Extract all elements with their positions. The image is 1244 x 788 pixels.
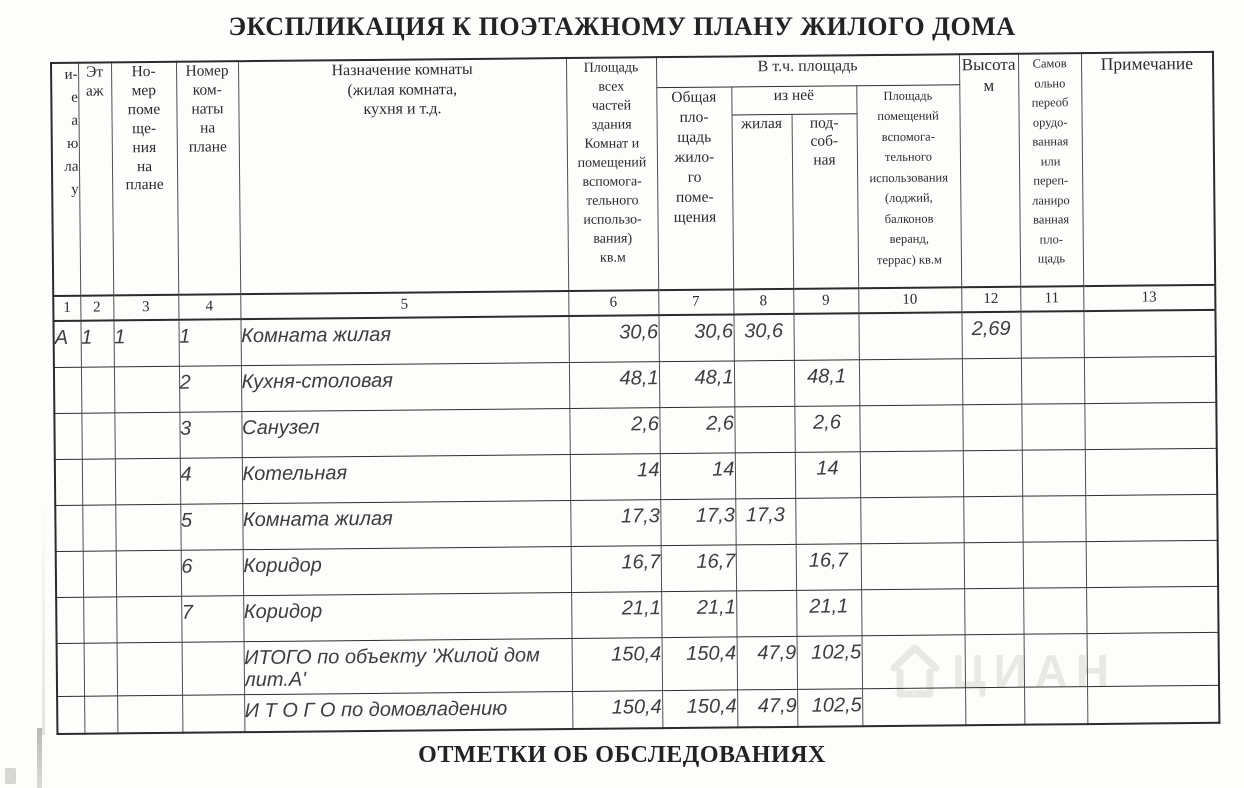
cell-floor	[82, 504, 115, 550]
cell-area-auxiliary	[860, 450, 963, 497]
cell-note	[1085, 448, 1217, 495]
column-number: 2	[80, 295, 113, 320]
cell-unauthorized	[1023, 587, 1086, 634]
header-col-living-total-area: Общая пло- щадь жило- го поме- щения	[656, 86, 733, 290]
cell-note	[1086, 540, 1218, 587]
column-number: 8	[733, 289, 793, 315]
cell-height	[964, 588, 1023, 635]
header-col-auxiliary-area: Площадь помещений вспомога- тельного использования (лоджий, балконов веранд, террас) кв.м	[856, 84, 961, 288]
cell-room-name: Комната жилая	[242, 500, 570, 549]
explication-table	[50, 51, 1220, 735]
footer-title: ОТМЕТКИ ОБ ОБСЛЕДОВАНИЯХ	[418, 742, 826, 768]
cell-room-name: Коридор	[243, 546, 571, 595]
cell-area-total: 17,3	[570, 499, 660, 546]
column-number: 6	[568, 290, 658, 316]
cell-area-utility: 21,1	[796, 589, 861, 636]
cell-height	[963, 450, 1022, 497]
cell-floor	[84, 642, 118, 695]
cell-area-utility	[793, 313, 858, 360]
header-group-of-it: из неё	[731, 85, 856, 114]
column-number: 5	[240, 291, 568, 319]
cell-area-auxiliary	[861, 588, 964, 635]
cell-area-utility: 2,6	[794, 405, 859, 452]
cell-premise-no	[114, 412, 179, 459]
cell-area-auxiliary	[859, 404, 962, 451]
header-col-living: жилая	[732, 114, 794, 290]
cell-premise-no	[115, 504, 180, 551]
cell-unauthorized	[1020, 311, 1083, 358]
cell-area-living-total: 150,4	[662, 689, 737, 728]
cell-litera: А	[53, 321, 80, 367]
cell-room-no	[182, 641, 245, 695]
cell-unauthorized	[1022, 495, 1085, 542]
cell-room-name: Санузел	[241, 408, 569, 457]
cell-area-utility	[795, 497, 860, 544]
cell-premise-no	[115, 458, 180, 505]
header-group-incl-area: В т.ч. площадь	[656, 54, 959, 87]
cell-area-living-total: 17,3	[660, 498, 735, 545]
cell-height	[964, 542, 1023, 589]
cell-litera	[56, 597, 83, 643]
header-col-total-area-all-parts: Площадь всех частей здания Комнат и помещений вспомога- тельного использо- вания) кв.м	[566, 57, 658, 291]
cell-premise-no	[116, 550, 181, 597]
cell-premise-no	[114, 366, 179, 413]
cell-unauthorized	[1023, 541, 1086, 588]
cell-premise-no	[116, 596, 181, 643]
cell-litera	[55, 505, 82, 551]
header-col-floor: Эт аж	[78, 62, 113, 295]
header-col-room-purpose: Назначение комнаты (жилая комната, кухня и т.д.	[238, 58, 568, 294]
cell-room-no: 1	[178, 319, 240, 366]
cell-area-total: 150,4	[572, 637, 663, 691]
cell-height	[965, 634, 1025, 688]
cell-area-total: 21,1	[571, 591, 661, 638]
cell-area-living-total: 30,6	[658, 314, 733, 361]
column-number: 7	[658, 289, 733, 315]
cell-area-total: 2,6	[569, 407, 659, 454]
watermark-label: ЦИАН	[952, 645, 1118, 697]
cell-height	[965, 687, 1024, 726]
column-number: 3	[113, 295, 178, 321]
cell-floor	[81, 412, 114, 458]
column-number: 12	[961, 287, 1020, 313]
header-col-unauthorized-area: Самов ольно переоб орудо- ванная или переп- ланиро ванная пло- щадь	[1018, 53, 1083, 287]
cell-litera	[55, 459, 82, 505]
cell-area-living: 47,9	[737, 689, 797, 728]
header-col-utility: под- соб- ная	[792, 113, 859, 289]
column-number: 1	[53, 296, 80, 321]
cell-area-living-total: 14	[660, 452, 735, 499]
cell-room-no	[182, 694, 244, 733]
header-col-height: Высота м	[959, 54, 1020, 288]
table-body	[53, 310, 1219, 734]
header-col-building-clipped: и- е а ю ла у	[51, 63, 80, 296]
cell-area-living: 30,6	[733, 314, 793, 361]
header-col-note: Примечание	[1081, 52, 1215, 286]
cell-area-utility: 102,5	[797, 688, 862, 727]
scan-smudge-artifact	[5, 768, 16, 784]
cell-height	[963, 496, 1022, 543]
cell-litera	[56, 551, 83, 597]
column-number: 4	[178, 294, 240, 320]
cell-premise-no: 1	[113, 320, 178, 367]
cell-note	[1085, 494, 1217, 541]
cell-premise-no	[117, 695, 182, 734]
cell-note	[1087, 632, 1220, 686]
column-number: 11	[1020, 286, 1083, 312]
cell-floor	[83, 596, 116, 642]
cell-area-auxiliary	[862, 634, 966, 688]
cell-area-living: 47,9	[737, 636, 798, 690]
cell-floor	[82, 458, 115, 504]
cell-area-auxiliary	[860, 496, 963, 543]
cell-floor: 1	[80, 320, 113, 366]
cell-area-living-total: 21,1	[661, 590, 736, 637]
cell-area-auxiliary	[859, 358, 962, 405]
table-header	[51, 52, 1215, 296]
cell-area-living	[736, 544, 796, 591]
cell-unauthorized	[1021, 403, 1084, 450]
cell-area-auxiliary	[861, 542, 964, 589]
column-number: 10	[858, 287, 961, 313]
cell-unauthorized	[1021, 357, 1084, 404]
cell-area-utility: 16,7	[796, 543, 861, 590]
cell-premise-no	[117, 642, 183, 696]
cell-area-living-total: 150,4	[662, 636, 738, 690]
cell-floor	[83, 550, 116, 596]
cell-height	[962, 358, 1021, 405]
cell-area-living-total: 16,7	[661, 544, 736, 591]
cell-note	[1084, 402, 1216, 449]
cell-area-auxiliary	[858, 312, 961, 359]
cell-area-total: 30,6	[568, 315, 658, 362]
cell-area-living-total: 2,6	[659, 406, 734, 453]
cell-room-no: 6	[181, 549, 243, 596]
cell-room-name: Котельная	[242, 454, 570, 503]
cell-unauthorized	[1022, 449, 1085, 496]
cell-height: 2,69	[961, 312, 1020, 359]
cell-room-name: Коридор	[243, 592, 571, 641]
cell-room-name: Комната жилая	[240, 316, 568, 365]
cell-area-living	[736, 590, 796, 637]
cell-total-label: И Т О Г О по домовладению	[244, 691, 572, 732]
cell-room-no: 7	[181, 595, 243, 642]
cell-note	[1087, 685, 1219, 724]
cell-unauthorized	[1024, 633, 1088, 687]
cell-area-living	[734, 360, 794, 407]
explication-table-sheet	[50, 51, 1220, 735]
cell-litera	[57, 696, 84, 734]
cell-note	[1083, 310, 1215, 357]
cell-total-label: ИТОГО по объекту 'Жилой дом лит.А'	[244, 638, 572, 694]
header-col-premise-number: Но- мер поме ще- ния на плане	[111, 62, 178, 296]
cell-litera	[54, 413, 81, 459]
scan-fold-artifact	[37, 728, 42, 788]
cell-floor	[84, 695, 117, 733]
header-row-group	[51, 52, 1213, 93]
cell-note	[1086, 586, 1218, 633]
cell-room-no: 2	[179, 365, 241, 412]
cell-height	[962, 404, 1021, 451]
column-number: 9	[793, 288, 858, 314]
column-number: 13	[1083, 285, 1215, 311]
cell-room-name: Кухня-столовая	[241, 362, 569, 411]
cell-area-living	[735, 452, 795, 499]
cell-area-living	[734, 406, 794, 453]
cell-area-utility: 102,5	[797, 635, 863, 689]
cell-floor	[81, 366, 114, 412]
header-col-room-number: Номер ком- наты на плане	[176, 61, 240, 295]
cell-area-total: 14	[570, 453, 660, 500]
cell-area-living: 17,3	[735, 498, 795, 545]
cell-unauthorized	[1024, 686, 1087, 725]
cell-area-living-total: 48,1	[659, 360, 734, 407]
cell-area-total: 16,7	[571, 545, 661, 592]
cell-litera	[54, 367, 81, 413]
document-title: ЭКСПЛИКАЦИЯ К ПОЭТАЖНОМУ ПЛАНУ ЖИЛОГО ДОМА	[228, 12, 1016, 41]
cell-note	[1084, 356, 1216, 403]
cell-room-no: 4	[180, 457, 242, 504]
cell-area-auxiliary	[862, 687, 965, 726]
cell-litera	[57, 643, 85, 696]
cell-area-utility: 14	[795, 451, 860, 498]
scan-shadow-artifact	[42, 500, 45, 735]
cell-room-no: 5	[180, 503, 242, 550]
cell-area-total: 48,1	[569, 361, 659, 408]
cell-area-total: 150,4	[572, 690, 662, 729]
cell-room-no: 3	[179, 411, 241, 458]
cell-area-utility: 48,1	[794, 359, 859, 406]
